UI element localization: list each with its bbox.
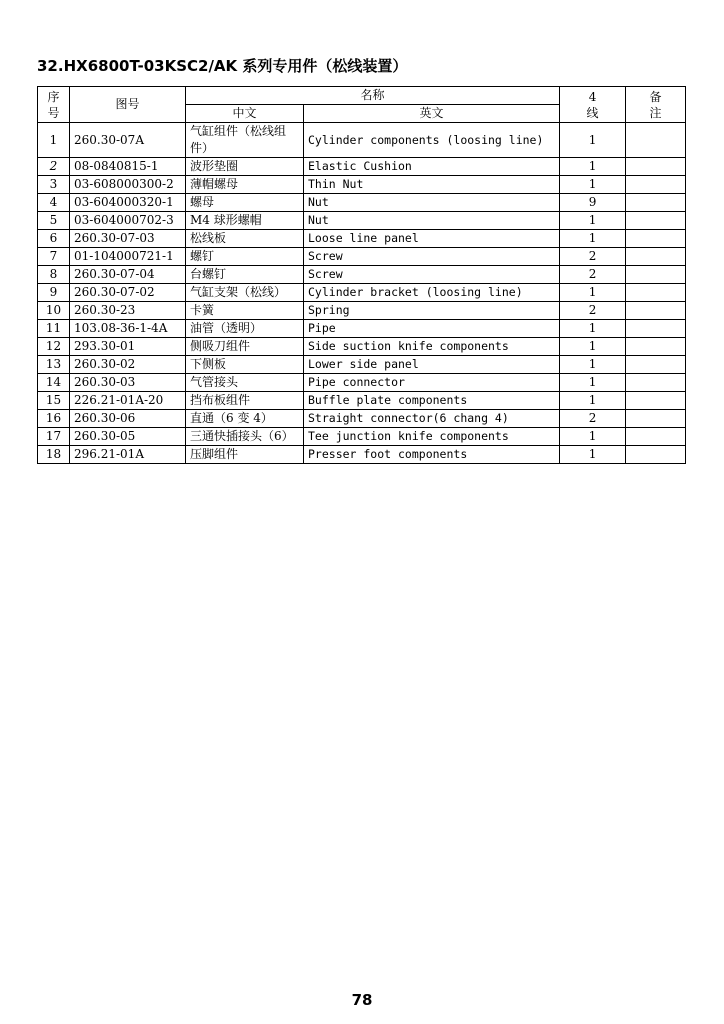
row-qty: 2 [560, 302, 626, 320]
page-title: 32.HX6800T-03KSC2/AK 系列专用件（松线装置） [37, 57, 408, 75]
row-remark [626, 338, 686, 356]
table-row [38, 374, 686, 392]
table-row [38, 410, 686, 428]
row-qty: 2 [560, 266, 626, 284]
row-part-no: 260.30-23 [70, 302, 186, 320]
parts-table [37, 86, 686, 464]
row-cn-name: 螺母 [186, 194, 304, 212]
row-qty: 1 [560, 320, 626, 338]
row-part-no: 03-608000300-2 [70, 176, 186, 194]
row-part-no: 03-604000702-3 [70, 212, 186, 230]
header-seq-line1: 序 [47, 89, 60, 104]
header-seq [38, 87, 70, 123]
table-row [38, 230, 686, 248]
row-en-name: Elastic Cushion [304, 158, 560, 176]
row-en-name: Straight connector(6 chang 4) [304, 410, 560, 428]
row-en-name: Thin Nut [304, 176, 560, 194]
table-header-row [38, 87, 686, 105]
row-part-no: 03-604000320-1 [70, 194, 186, 212]
row-en-name: Screw [304, 248, 560, 266]
row-en-name: Pipe connector [304, 374, 560, 392]
row-part-no: 260.30-02 [70, 356, 186, 374]
row-remark [626, 428, 686, 446]
row-qty: 1 [560, 356, 626, 374]
row-qty: 1 [560, 392, 626, 410]
row-cn-name: 松线板 [186, 230, 304, 248]
row-no: 2 [38, 158, 70, 176]
row-en-name: Buffle plate components [304, 392, 560, 410]
row-cn-name: 气管接头 [186, 374, 304, 392]
row-no: 1 [38, 123, 70, 158]
row-remark [626, 446, 686, 464]
row-remark [626, 320, 686, 338]
row-en-name: Nut [304, 194, 560, 212]
header-qty-line2: 线 [586, 105, 599, 120]
row-en-name: Lower side panel [304, 356, 560, 374]
row-cn-name: 卡簧 [186, 302, 304, 320]
row-no: 3 [38, 176, 70, 194]
row-cn-name: 下侧板 [186, 356, 304, 374]
row-remark [626, 248, 686, 266]
row-part-no: 296.21-01A [70, 446, 186, 464]
table-row [38, 320, 686, 338]
row-part-no: 260.30-07A [70, 123, 186, 158]
row-cn-name: 侧吸刀组件 [186, 338, 304, 356]
table-row [38, 428, 686, 446]
row-en-name: Cylinder components (loosing line) [304, 123, 560, 158]
table-row [38, 284, 686, 302]
row-no: 12 [38, 338, 70, 356]
row-part-no: 260.30-07-02 [70, 284, 186, 302]
table-row [38, 302, 686, 320]
table-row [38, 194, 686, 212]
row-no: 11 [38, 320, 70, 338]
row-cn-name: 直通（6 变 4） [186, 410, 304, 428]
row-cn-name: 压脚组件 [186, 446, 304, 464]
row-part-no: 260.30-05 [70, 428, 186, 446]
row-qty: 1 [560, 230, 626, 248]
row-qty: 1 [560, 123, 626, 158]
header-cn: 中文 [186, 105, 304, 123]
row-cn-name: 挡布板组件 [186, 392, 304, 410]
row-qty: 1 [560, 284, 626, 302]
row-no: 8 [38, 266, 70, 284]
table-row [38, 266, 686, 284]
table-row [38, 248, 686, 266]
row-qty: 1 [560, 158, 626, 176]
row-part-no: 293.30-01 [70, 338, 186, 356]
header-seq-line2: 号 [47, 105, 60, 120]
table-row [38, 356, 686, 374]
row-no: 17 [38, 428, 70, 446]
row-en-name: Cylinder bracket (loosing line) [304, 284, 560, 302]
row-cn-name: 台螺钉 [186, 266, 304, 284]
row-en-name: Spring [304, 302, 560, 320]
row-no: 15 [38, 392, 70, 410]
row-en-name: Pipe [304, 320, 560, 338]
row-qty: 1 [560, 374, 626, 392]
header-name: 名称 [186, 87, 560, 105]
row-part-no: 260.30-07-03 [70, 230, 186, 248]
row-en-name: Loose line panel [304, 230, 560, 248]
row-part-no: 226.21-01A-20 [70, 392, 186, 410]
header-qty [560, 87, 626, 123]
row-qty: 9 [560, 194, 626, 212]
row-no: 10 [38, 302, 70, 320]
table-row [38, 212, 686, 230]
row-remark [626, 302, 686, 320]
row-en-name: Side suction knife components [304, 338, 560, 356]
row-cn-name: M4 球形螺帽 [186, 212, 304, 230]
row-no: 18 [38, 446, 70, 464]
header-remark-line1: 备 [649, 89, 662, 104]
row-en-name: Nut [304, 212, 560, 230]
table-row [38, 446, 686, 464]
row-en-name: Presser foot components [304, 446, 560, 464]
row-part-no: 260.30-07-04 [70, 266, 186, 284]
row-remark [626, 356, 686, 374]
row-no: 16 [38, 410, 70, 428]
row-cn-name: 气缸组件（松线组件） [186, 123, 304, 158]
row-qty: 2 [560, 410, 626, 428]
row-part-no: 260.30-06 [70, 410, 186, 428]
table-row [38, 392, 686, 410]
row-no: 6 [38, 230, 70, 248]
row-cn-name: 油管（透明） [186, 320, 304, 338]
row-remark [626, 123, 686, 158]
row-remark [626, 158, 686, 176]
row-remark [626, 176, 686, 194]
header-remark [626, 87, 686, 123]
row-remark [626, 284, 686, 302]
row-remark [626, 194, 686, 212]
row-qty: 1 [560, 212, 626, 230]
header-qty-line1: 4 [588, 89, 597, 104]
row-cn-name: 薄帽螺母 [186, 176, 304, 194]
row-no: 9 [38, 284, 70, 302]
row-qty: 1 [560, 428, 626, 446]
row-part-no: 01-104000721-1 [70, 248, 186, 266]
row-en-name: Tee junction knife components [304, 428, 560, 446]
row-part-no: 260.30-03 [70, 374, 186, 392]
header-en: 英文 [304, 105, 560, 123]
row-en-name: Screw [304, 266, 560, 284]
row-no: 5 [38, 212, 70, 230]
row-remark [626, 230, 686, 248]
header-remark-line2: 注 [649, 105, 662, 120]
row-cn-name: 三通快插接头（6） [186, 428, 304, 446]
header-part-no: 图号 [70, 87, 186, 123]
table-row [38, 158, 686, 176]
row-part-no: 08-0840815-1 [70, 158, 186, 176]
row-qty: 1 [560, 338, 626, 356]
row-no: 14 [38, 374, 70, 392]
row-cn-name: 气缸支架（松线） [186, 284, 304, 302]
row-remark [626, 266, 686, 284]
row-cn-name: 螺钉 [186, 248, 304, 266]
table-row [38, 338, 686, 356]
table-row [38, 123, 686, 158]
row-remark [626, 410, 686, 428]
row-no: 13 [38, 356, 70, 374]
row-part-no: 103.08-36-1-4A [70, 320, 186, 338]
row-remark [626, 212, 686, 230]
row-remark [626, 374, 686, 392]
row-qty: 1 [560, 446, 626, 464]
row-remark [626, 392, 686, 410]
row-qty: 1 [560, 176, 626, 194]
row-no: 7 [38, 248, 70, 266]
row-qty: 2 [560, 248, 626, 266]
page-number: 78 [351, 991, 373, 1009]
row-no: 4 [38, 194, 70, 212]
table-row [38, 176, 686, 194]
row-cn-name: 波形垫圈 [186, 158, 304, 176]
